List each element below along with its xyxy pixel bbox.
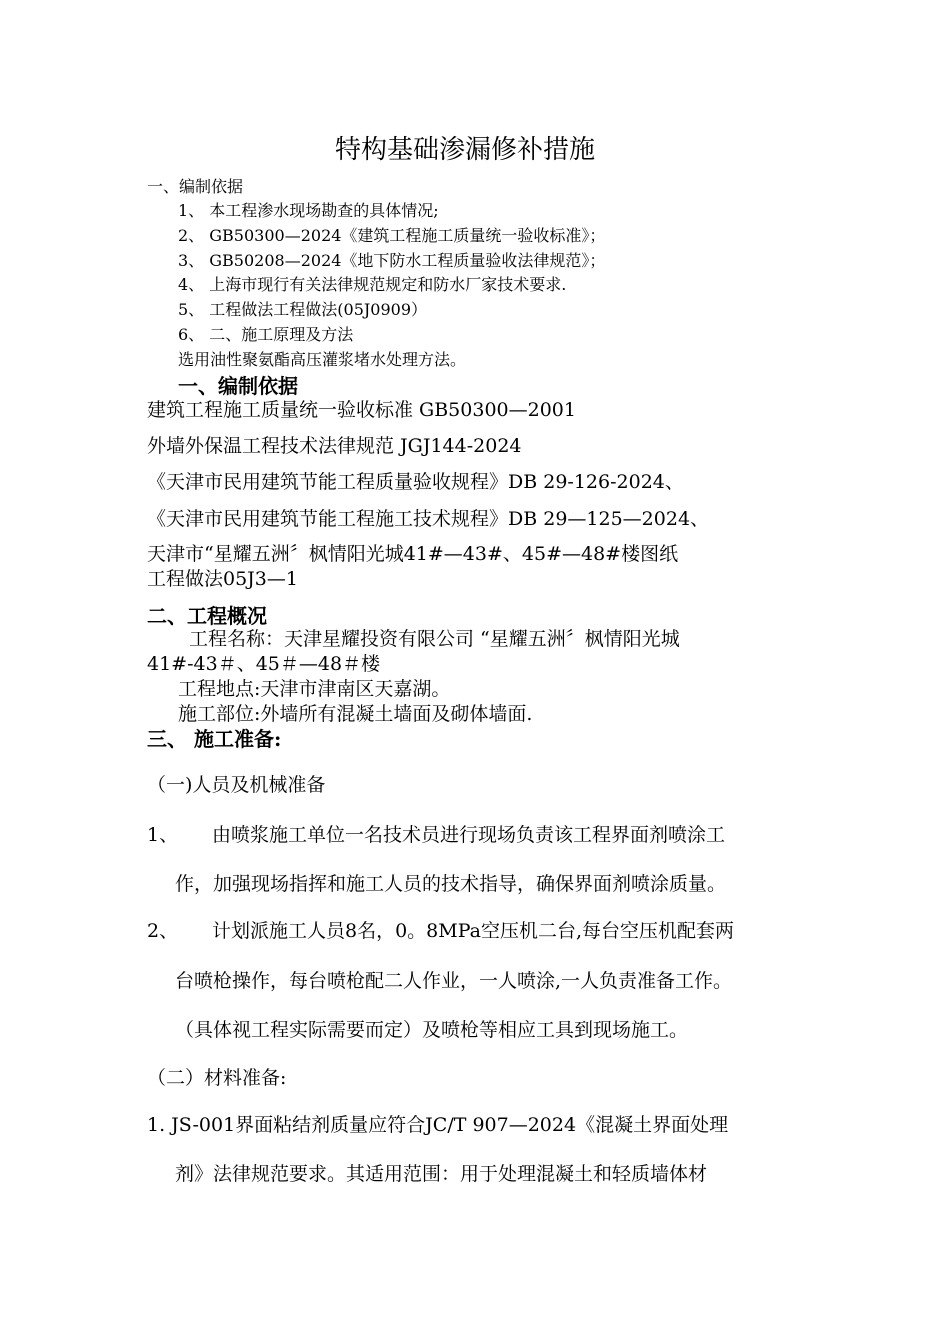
item-number: 2、 [147,920,179,942]
paragraph-line: 剂》法律规范要求。其适用范围：用于处理混凝土和轻质墙体材 [175,1163,708,1185]
list-item: 6、 二、施工原理及方法 [178,325,354,344]
section-heading: 二、工程概况 [147,604,267,628]
document-title: 特构基础渗漏修补措施 [335,135,596,165]
list-item: 5、 工程做法工程做法(05J0909） [178,300,428,319]
basis-line: 《天津市民用建筑节能工程施工技术规程》DB 29—125—2024、 [147,508,710,530]
paragraph-line: 作，加强现场指挥和施工人员的技术指导，确保界面剂喷涂质量。 [175,873,727,895]
paragraph-line: 工程地点:天津市津南区天嘉湖。 [178,678,451,700]
basis-line: 工程做法05J3—1 [147,568,298,590]
paragraph-line: 41#-43＃、45＃—48＃楼 [147,653,381,675]
paragraph-line: 施工部位:外墙所有混凝土墙面及砌体墙面. [178,703,533,725]
basis-line: 天津市“星耀五洲〞枫情阳光城41#—43#、45#—48#楼图纸 [147,543,679,565]
item-number: 1、 [147,824,179,846]
list-item: 2、 GB50300—2024《建筑工程施工质量统一验收标准》； [178,226,606,245]
section-heading: 一、编制依据 [147,177,244,196]
subsection-heading: （一)人员及机械准备 [147,774,326,796]
list-item: 4、 上海市现行有关法律规范规定和防水厂家技术要求. [178,275,567,294]
section-heading: 三、 施工准备: [147,727,282,751]
paragraph-line: 1. JS-001界面粘结剂质量应符合JC/T 907—2024《混凝土界面处理 [147,1114,729,1136]
subsection-heading: （二）材料准备: [147,1067,287,1089]
section-heading: 一、编制依据 [178,374,298,398]
basis-line: 建筑工程施工质量统一验收标准 GB50300—2001 [147,399,576,421]
paragraph-line: 台喷枪操作，每台喷枪配二人作业，一人喷涂,一人负责准备工作。 [175,970,733,992]
paragraph-line: 计划派施工人员8名，0。8MPa空压机二台,每台空压机配套两 [212,920,735,942]
list-item: 1、 本工程渗水现场勘查的具体情况; [178,201,439,220]
paragraph-line: 由喷浆施工单位一名技术员进行现场负责该工程界面剂喷涂工 [212,824,726,846]
paragraph: 选用油性聚氨酯高压灌浆堵水处理方法。 [178,350,467,369]
list-item: 3、 GB50208—2024《地下防水工程质量验收法律规范》； [178,251,606,270]
paragraph-line: （具体视工程实际需要而定）及喷枪等相应工具到现场施工。 [175,1019,689,1041]
basis-line: 外墙外保温工程技术法律规范 JGJ144-2024 [147,435,522,457]
basis-line: 《天津市民用建筑节能工程质量验收规程》DB 29-126-2024、 [147,471,684,493]
paragraph-line: 工程名称：天津星耀投资有限公司 “星耀五洲〞枫情阳光城 [189,628,680,650]
